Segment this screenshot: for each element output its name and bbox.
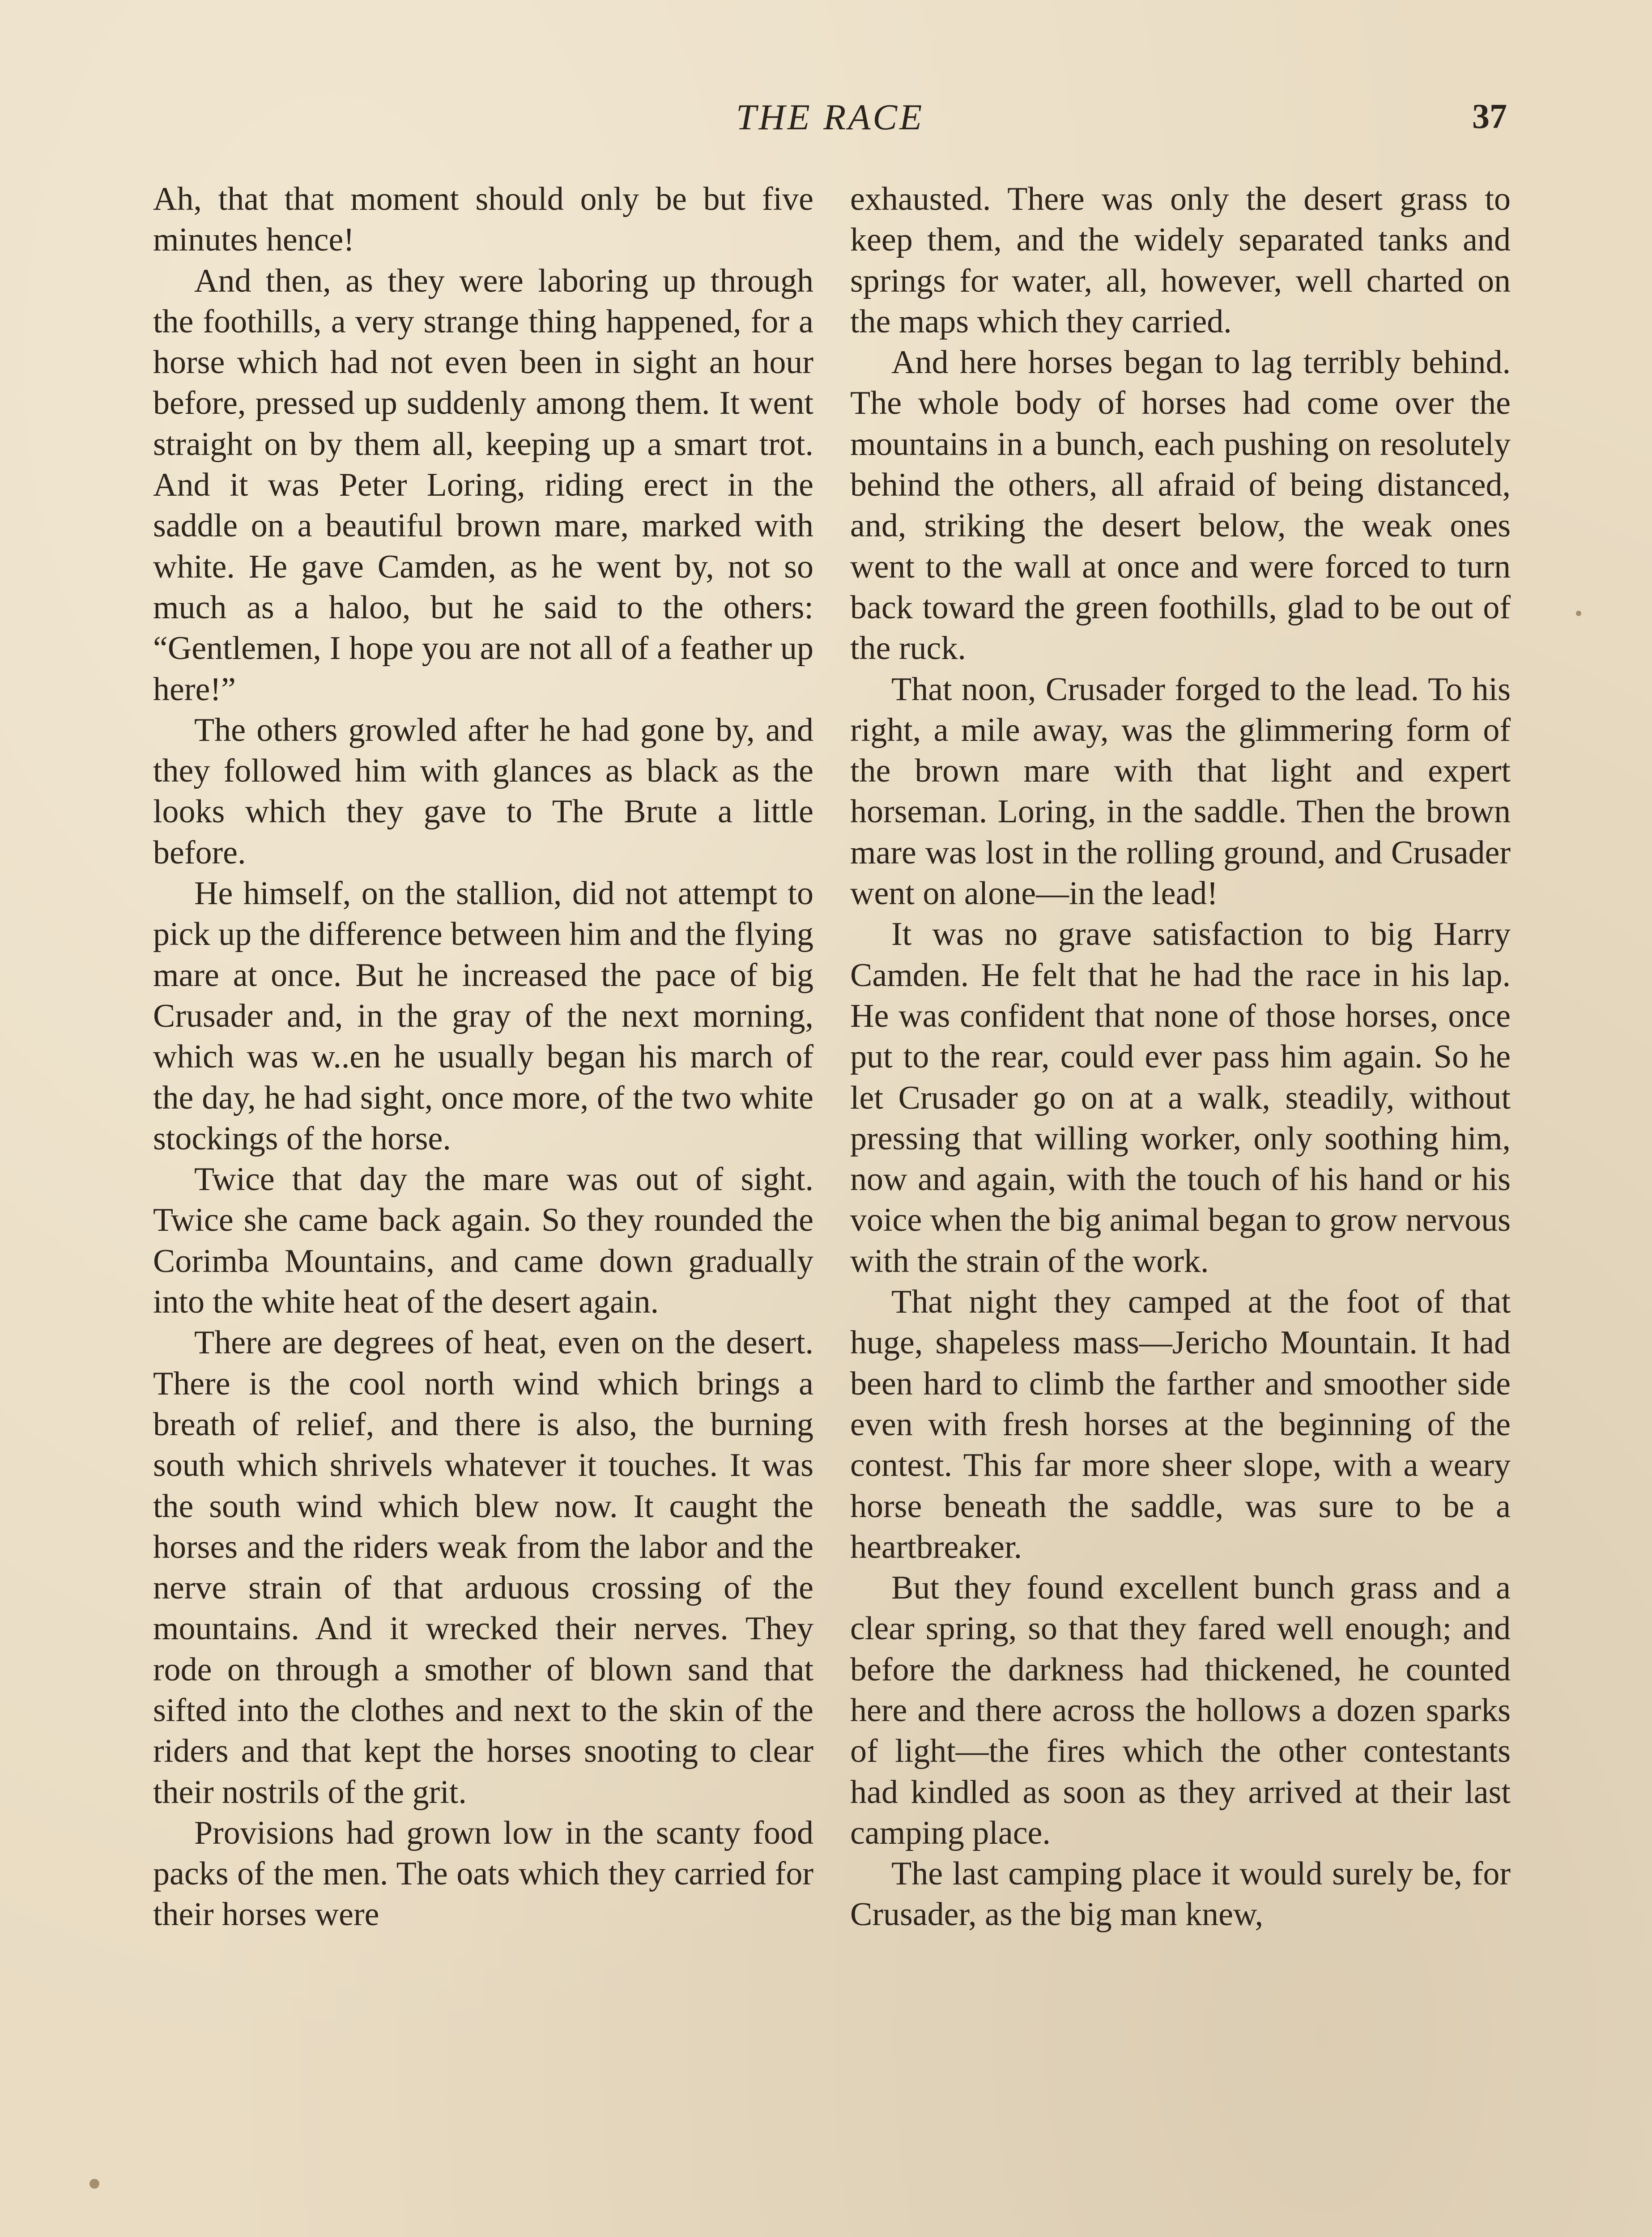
- paragraph: exhausted. There was only the desert grass to keep them, and the widely separated tanks and springs for water, all, however, well charted on the maps which they carried.: [850, 181, 1511, 340]
- paragraph: That noon, Crusader forged to the lead. To his right, a mile away, was the glimmering form of the brown mare with that light and expert horseman. Loring, in the saddle. Then the brown mare was lost in the rolling ground, and Crusader went on alone—in the lead!: [850, 671, 1511, 912]
- left-column: [153, 179, 813, 1935]
- paragraph: The last camping place it would surely be, for Crusader, as the big man knew,: [850, 1855, 1511, 1933]
- paragraph: That night they camped at the foot of that huge, shapeless mass—Jericho Mountain. It had been hard to climb the farther and smoother side even with fresh horses at the beginning of the contest. This far more sheer slope, with a weary horse beneath the saddle, was sure to be a heartbreaker.: [850, 1284, 1511, 1565]
- paragraph: There are degrees of heat, even on the desert. There is the cool north wind which brings a breath of relief, and there is also, the burning south which shrivels whatever it touches. It was the south wind which blew now. It caught the horses and the riders weak from the labor and the nerve strain of that arduous crossing of the mountains. And it wrecked their nerves. They rode on through a smother of blown sand that sifted into the clothes and next to the skin of the riders and that kept the horses snooting to clear their nostrils of the grit.: [153, 1324, 813, 1811]
- paragraph: And then, as they were laboring up through the foothills, a very strange thing happened, for a horse which had not even been in sight an hour before, pressed up suddenly among them. It went straight on by them all, keeping up a smart trot. And it was Peter Loring, riding erect in the saddle on a beautiful brown mare, marked with white. He gave Camden, as he went by, not so much as a haloo, but he said to the others: “Gentlemen, I hope you are not all of a feather up here!”: [153, 262, 813, 708]
- paper-stain: [89, 2179, 99, 2189]
- paragraph: The others growled after he had gone by, and they followed him with glances as black as the looks which they gave to The Brute a little before.: [153, 711, 813, 871]
- paragraph: He himself, on the stallion, did not attempt to pick up the difference between him and the flying mare at once. But he increased the pace of big Crusader and, in the gray of the next morning, which was w..en he usually began his march of the day, he had sight, once more, of the two white stockings of the horse.: [153, 875, 813, 1157]
- paragraph: It was no grave satisfaction to big Harry Camden. He felt that he had the race in his lap. He was confident that none of those horses, once put to the rear, could ever pass him again. So he let Crusader go on at a walk, steadily, without pressing that willing worker, only soothing him, now and again, with the touch of his hand or his voice when the big animal began to grow nervous with the strain of the work.: [850, 916, 1511, 1280]
- paragraph: Provisions had grown low in the scanty food packs of the men. The oats which they carried for their horses were: [153, 1814, 813, 1933]
- running-title: THE RACE: [736, 97, 924, 137]
- page-number: 37: [1472, 97, 1507, 136]
- page-header: [153, 96, 1507, 150]
- right-column: [850, 179, 1511, 1935]
- paragraph: Twice that day the mare was out of sight. Twice she came back again. So they rounded the Corimba Mountains, and came down gradually into the white heat of the desert again.: [153, 1161, 813, 1321]
- paper-stain: [1576, 611, 1581, 616]
- paragraph: But they found excellent bunch grass and a clear spring, so that they fared well enough; and before the darkness had thickened, he counted here and there across the hollows a dozen sparks of light—the fires which the other contestants had kindled as soon as they arrived at their last camping place.: [850, 1569, 1511, 1851]
- paragraph: Ah, that that moment should only be but five minutes hence!: [153, 181, 813, 259]
- paragraph: And here horses began to lag terribly behind. The whole body of horses had come over the mountains in a bunch, each pushing on resolutely behind the others, all afraid of being distanced, and, striking the desert below, the weak ones went to the wall at once and were forced to turn back toward the green foothills, glad to be out of the ruck.: [850, 344, 1511, 667]
